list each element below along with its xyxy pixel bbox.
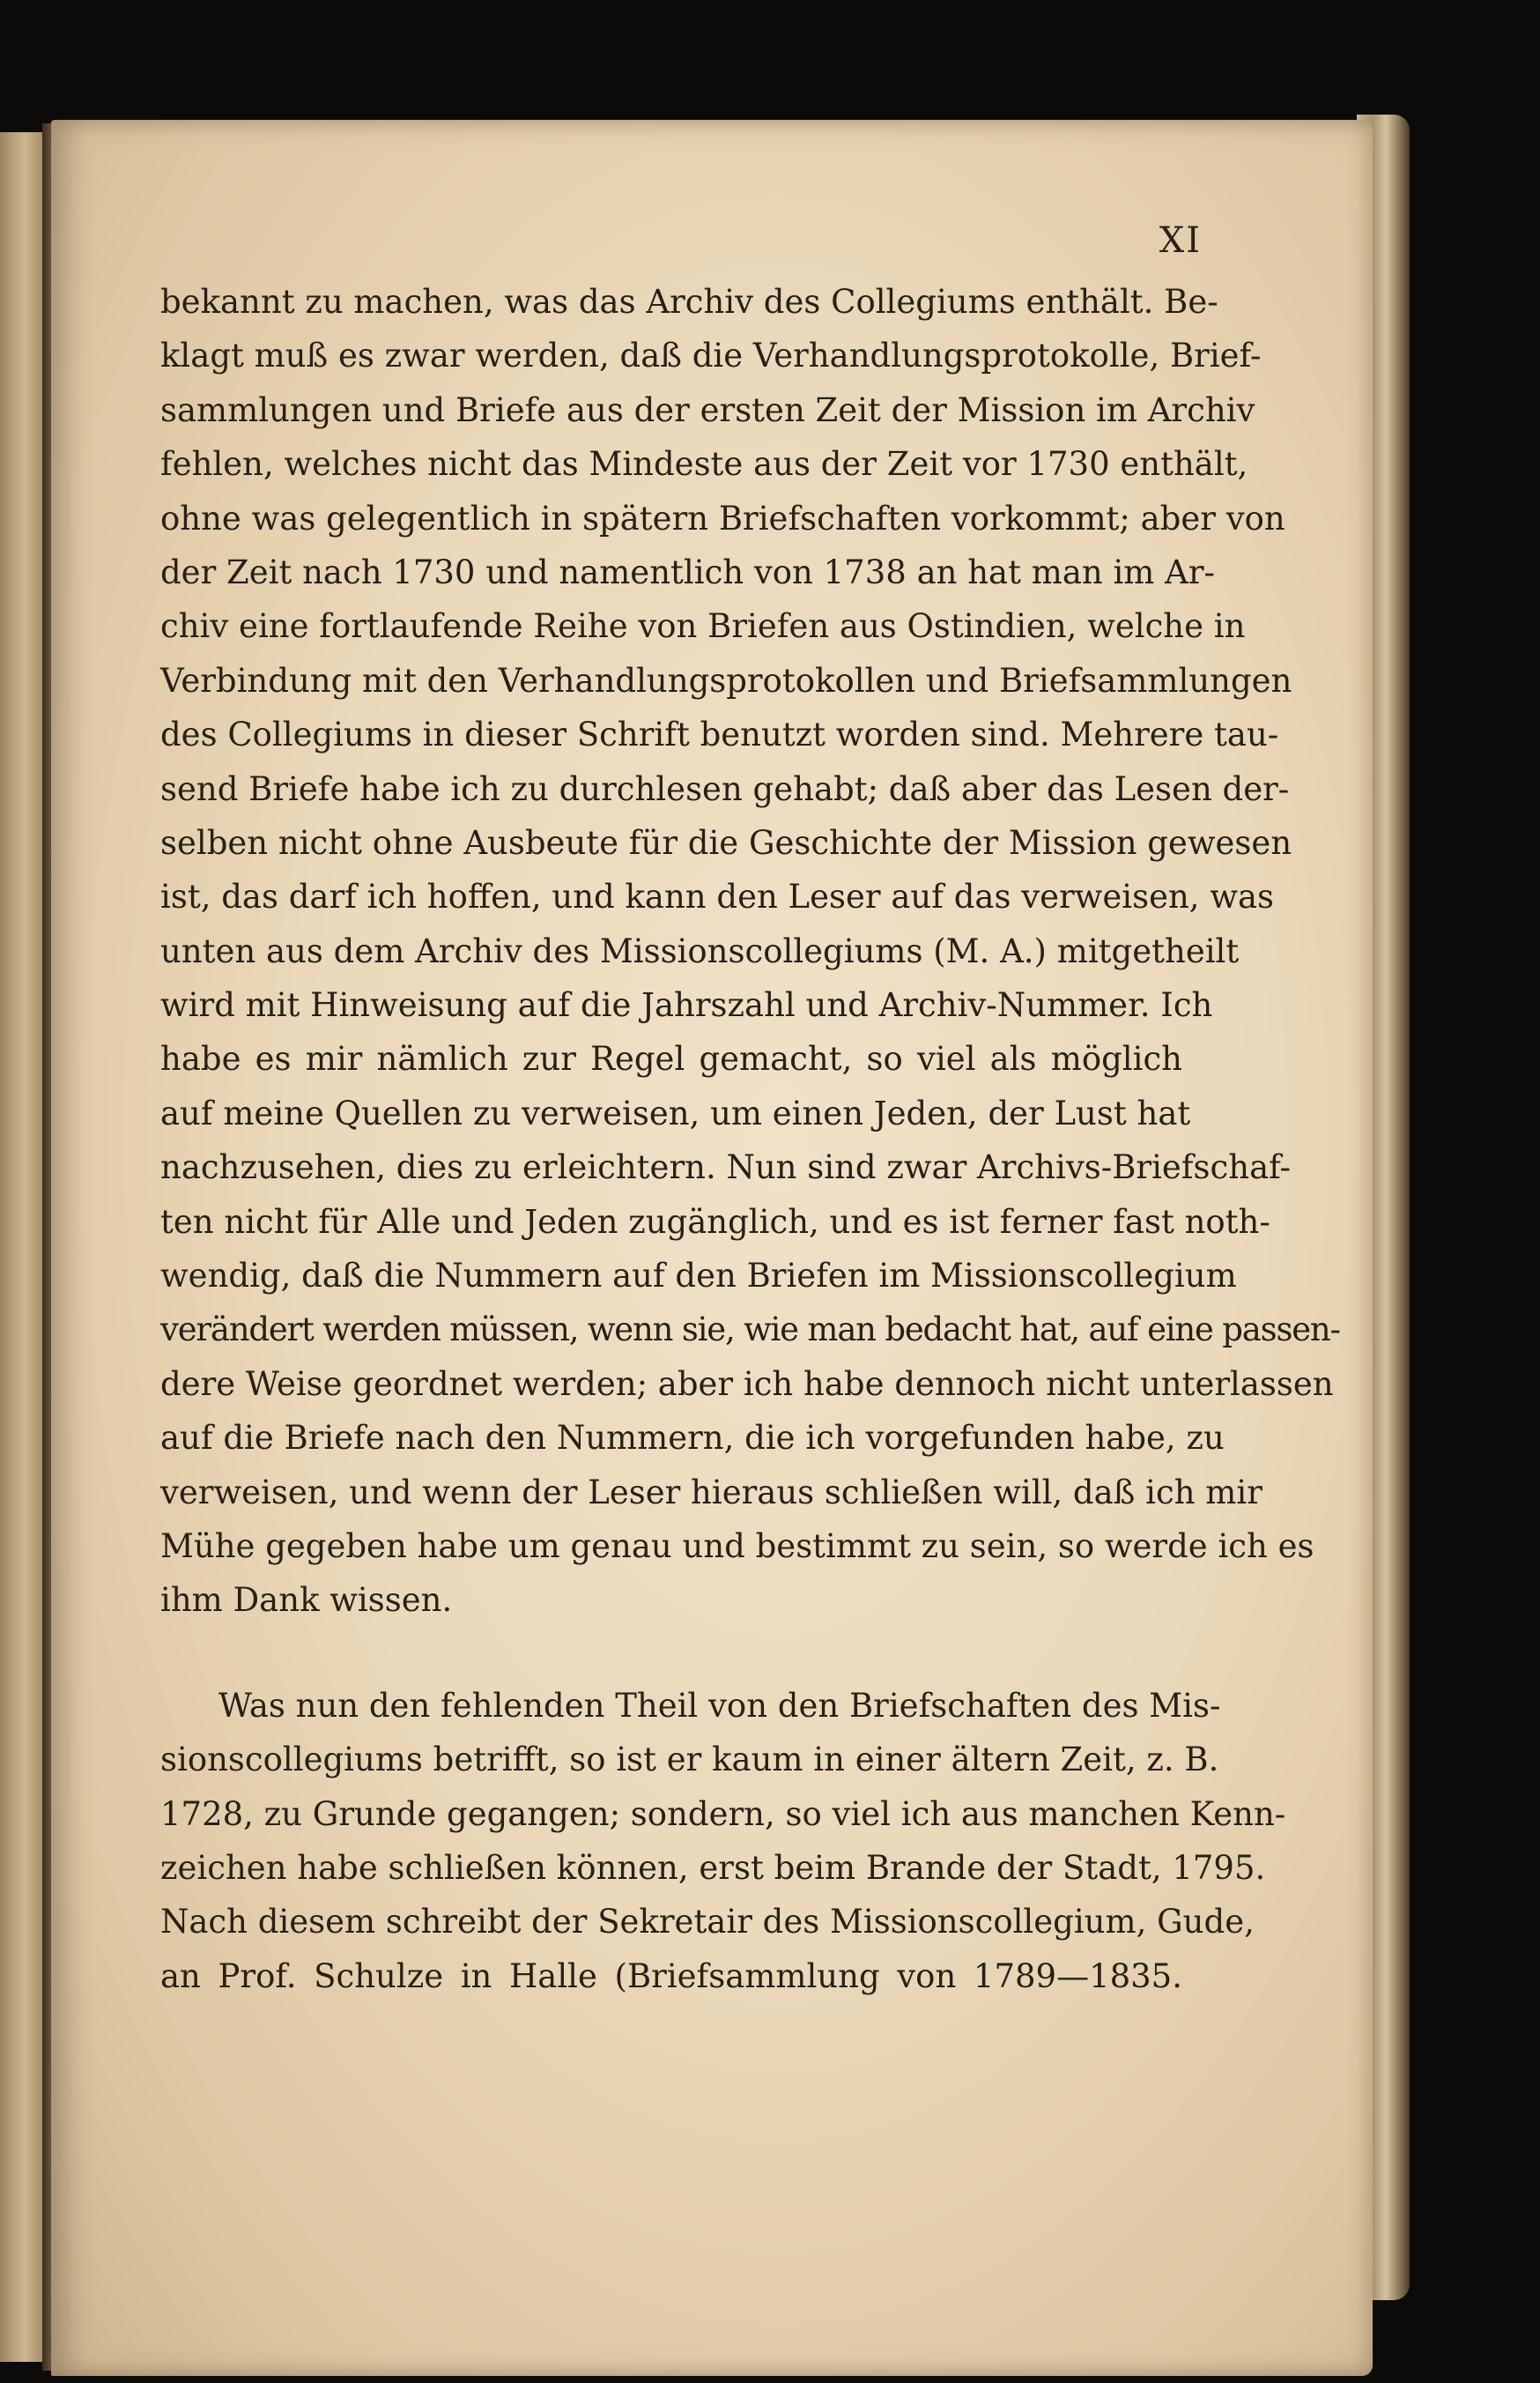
text-line: des Collegiums in dieser Schrift benutzt worden sind. Mehrere tau- xyxy=(160,716,1279,754)
text-line: sionscollegiums betrifft, so ist er kaum in einer ältern Zeit, z. B. xyxy=(160,1741,1219,1779)
text-line: der Zeit nach 1730 und namentlich von 1738 an hat man im Ar- xyxy=(160,553,1216,591)
text-line: ten nicht für Alle und Jeden zugänglich, und es ist ferner fast noth- xyxy=(160,1202,1270,1241)
text-line: fehlen, welches nicht das Mindeste aus der Zeit vor 1730 enthält, xyxy=(160,445,1248,484)
text-line: habe es mir nämlich zur Regel gemacht, so viel als möglich xyxy=(160,1040,1182,1079)
text-line: ohne was gelegentlich in spätern Briefschaften vorkommt; aber von xyxy=(160,499,1285,538)
text-line: zeichen habe schließen können, erst beim Brande der Stadt, 1795. xyxy=(160,1848,1266,1887)
text-line: ist, das darf ich hoffen, und kann den Leser auf das verweisen, was xyxy=(160,878,1275,917)
body-text xyxy=(160,275,1340,2003)
text-line: send Briefe habe ich zu durchlesen gehabt; daß aber das Lesen der- xyxy=(160,769,1290,808)
paragraph xyxy=(160,275,1340,1628)
page-number: XI xyxy=(1159,220,1202,261)
paragraph xyxy=(160,1679,1286,2003)
text-line: unten aus dem Archiv des Missionscollegiums (M. A.) mitgetheilt xyxy=(160,932,1240,970)
text-line: verändert werden müssen, wenn sie, wie man bedacht hat, auf eine passen- xyxy=(160,1310,1340,1349)
text-line: bekannt zu machen, was das Archiv des Collegiums enthält. Be- xyxy=(160,283,1218,321)
text-line: sammlungen und Briefe aus der ersten Zeit der Mission im Archiv xyxy=(160,390,1255,429)
text-line: Mühe gegeben habe um genau und bestimmt zu sein, so werde ich es xyxy=(160,1526,1314,1565)
text-line: Nach diesem schreibt der Sekretair des Missionscollegium, Gude, xyxy=(160,1903,1255,1941)
text-line: Verbindung mit den Verhandlungsprotokollen und Briefsammlungen xyxy=(160,661,1292,700)
text-line: ihm Dank wissen. xyxy=(160,1581,453,1620)
text-line: wird mit Hinweisung auf die Jahrszahl und Archiv-Nummer. Ich xyxy=(160,986,1213,1025)
text-line: dere Weise geordnet werden; aber ich habe dennoch nicht unterlassen xyxy=(160,1364,1334,1403)
text-line: wendig, daß die Nummern auf den Briefen im Missionscollegium xyxy=(160,1257,1237,1295)
text-line: chiv eine fortlaufende Reihe von Briefen aus Ostindien, welche in xyxy=(160,607,1246,646)
text-line: verweisen, und wenn der Leser hieraus schließen will, daß ich mir xyxy=(160,1473,1262,1511)
text-line: auf meine Quellen zu verweisen, um einen Jeden, der Lust hat xyxy=(160,1094,1191,1132)
paragraph-gap xyxy=(160,1628,1182,1679)
text-line: klagt muß es zwar werden, daß die Verhandlungsprotokolle, Brief- xyxy=(160,337,1262,375)
text-line: Was nun den fehlenden Theil von den Briefschaften des Mis- xyxy=(218,1686,1221,1725)
text-line: auf die Briefe nach den Nummern, die ich vorgefunden habe, zu xyxy=(160,1419,1225,1458)
text-line: nachzusehen, dies zu erleichtern. Nun sind zwar Archivs-Briefschaf- xyxy=(160,1148,1292,1187)
text-line: selben nicht ohne Ausbeute für die Geschichte der Mission gewesen xyxy=(160,823,1292,862)
text-line: 1728, zu Grunde gegangen; sondern, so viel ich aus manchen Kenn- xyxy=(160,1794,1286,1833)
text-line: an Prof. Schulze in Halle (Briefsammlung von 1789—1835. xyxy=(160,1956,1182,1995)
facing-page-edge xyxy=(0,132,44,2362)
